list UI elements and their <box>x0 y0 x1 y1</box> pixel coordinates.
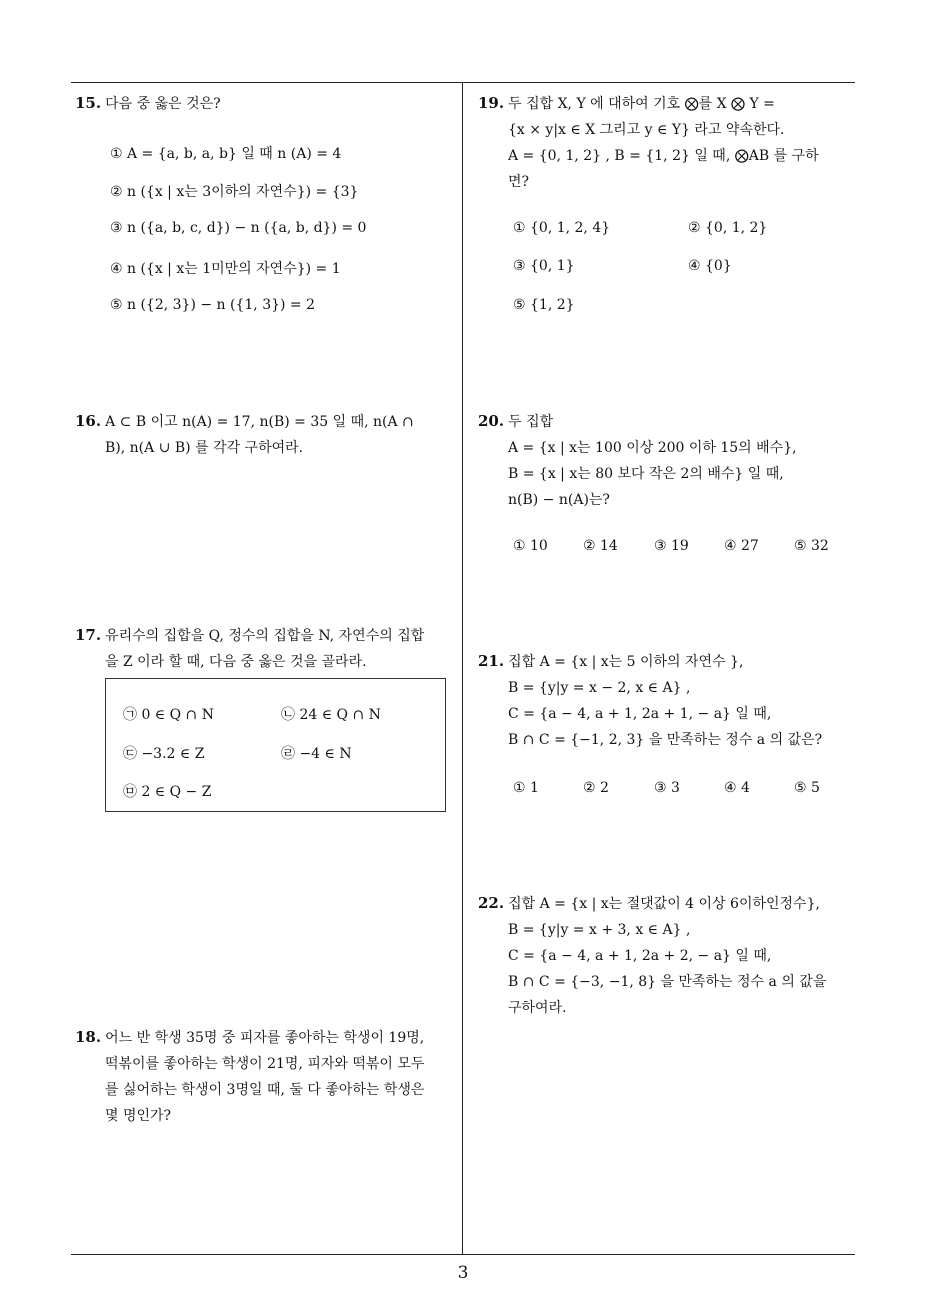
question-number: 17. <box>75 626 102 644</box>
question-number: 20. <box>478 412 505 430</box>
option-4: ④ {0} <box>688 258 732 274</box>
box-item: ㉠ 0 ∈ Q ∩ N <box>123 707 214 723</box>
question-stem: 다음 중 옳은 것은? <box>105 96 221 112</box>
option-5: ⑤ 32 <box>794 538 829 554</box>
box-item: ㉢ −3.2 ∈ Z <box>123 746 205 762</box>
option-5: ⑤ 5 <box>794 780 820 796</box>
question-number: 22. <box>478 894 505 912</box>
question-number: 18. <box>75 1028 102 1046</box>
question-17 <box>75 622 455 675</box>
question-22 <box>478 890 858 1021</box>
question-line: C = {a − 4, a + 1, 2a + 1, − a} 일 때, <box>508 706 772 722</box>
question-line: 집합 A = {x | x는 절댓값이 4 이상 6이하인정수}, <box>508 896 820 912</box>
column-divider <box>462 82 463 1255</box>
option-4: ④ 4 <box>724 780 750 796</box>
option-3: ③ {0, 1} <box>513 258 575 274</box>
question-line: 구하여라. <box>508 1000 567 1016</box>
question-line: A = {x | x는 100 이상 200 이하 15의 배수}, <box>508 440 797 456</box>
option-2: ② 2 <box>583 780 609 796</box>
question-15 <box>75 90 455 117</box>
option-2: ② n ({x | x는 3이하의 자연수}) = {3} <box>110 184 359 200</box>
question-21 <box>478 648 858 753</box>
question-line: A ⊂ B 이고 n(A) = 17, n(B) = 35 일 때, n(A ∩ <box>105 414 414 430</box>
question-line: 을 Z 이라 할 때, 다음 중 옳은 것을 골라라. <box>105 654 367 670</box>
question-line: A = {0, 1, 2} , B = {1, 2} 일 때, ⨂AB 를 구하 <box>508 148 819 164</box>
question-line: B), n(A ∪ B) 를 각각 구하여라. <box>105 440 304 456</box>
option-5: ⑤ {1, 2} <box>513 297 575 313</box>
question-line: {x × y|x ∈ X 그리고 y ∈ Y} 라고 약속한다. <box>508 122 785 138</box>
question-line: C = {a − 4, a + 1, 2a + 2, − a} 일 때, <box>508 948 772 964</box>
option-3: ③ 19 <box>654 538 689 554</box>
question-line: 집합 A = {x | x는 5 이하의 자연수 }, <box>508 654 744 670</box>
page-number: 3 <box>457 1263 469 1283</box>
top-rule <box>71 82 855 83</box>
option-5: ⑤ n ({2, 3}) − n ({1, 3}) = 2 <box>110 297 316 313</box>
question-18 <box>75 1024 455 1129</box>
question-line: n(B) − n(A)는? <box>508 492 610 508</box>
question-16 <box>75 408 455 461</box>
question-line: 를 싫어하는 학생이 3명일 때, 둘 다 좋아하는 학생은 <box>105 1082 425 1098</box>
question-line: 면? <box>508 174 530 190</box>
question-number: 16. <box>75 412 102 430</box>
option-3: ③ n ({a, b, c, d}) − n ({a, b, d}) = 0 <box>110 220 367 236</box>
question-line: 어느 반 학생 35명 중 피자를 좋아하는 학생이 19명, <box>105 1030 425 1046</box>
box-item: ㉤ 2 ∈ Q − Z <box>123 784 212 800</box>
question-line: 두 집합 <box>508 414 554 430</box>
question-line: B ∩ C = {−1, 2, 3} 을 만족하는 정수 a 의 값은? <box>508 732 823 748</box>
option-1: ① {0, 1, 2, 4} <box>513 220 611 236</box>
option-1: ① 10 <box>513 538 548 554</box>
bottom-rule <box>71 1254 855 1255</box>
question-line: B ∩ C = {−3, −1, 8} 을 만족하는 정수 a 의 값을 <box>508 974 827 990</box>
question-line: 두 집합 X, Y 에 대하여 기호 ⨂를 X ⨂ Y = <box>508 96 775 112</box>
box-item: ㉡ 24 ∈ Q ∩ N <box>281 707 381 723</box>
question-line: 유리수의 집합을 Q, 정수의 집합을 N, 자연수의 집합 <box>105 628 425 644</box>
option-2: ② {0, 1, 2} <box>688 220 768 236</box>
question-20 <box>478 408 858 513</box>
question-number: 15. <box>75 94 102 112</box>
question-line: B = {y|y = x + 3, x ∈ A} , <box>508 922 691 938</box>
box-item: ㉣ −4 ∈ N <box>281 746 352 762</box>
question-number: 19. <box>478 94 505 112</box>
option-1: ① 1 <box>513 780 539 796</box>
question-number: 21. <box>478 652 505 670</box>
question-line: 몇 명인가? <box>105 1108 172 1124</box>
question-19 <box>478 90 858 195</box>
option-4: ④ 27 <box>724 538 759 554</box>
question-line: 떡볶이를 좋아하는 학생이 21명, 피자와 떡볶이 모두 <box>105 1056 425 1072</box>
question-line: B = {y|y = x − 2, x ∈ A} , <box>508 680 691 696</box>
option-4: ④ n ({x | x는 1미만의 자연수}) = 1 <box>110 261 341 277</box>
option-1: ① A = {a, b, a, b} 일 때 n (A) = 4 <box>110 146 342 162</box>
option-2: ② 14 <box>583 538 618 554</box>
question-line: B = {x | x는 80 보다 작은 2의 배수} 일 때, <box>508 466 784 482</box>
option-3: ③ 3 <box>654 780 680 796</box>
